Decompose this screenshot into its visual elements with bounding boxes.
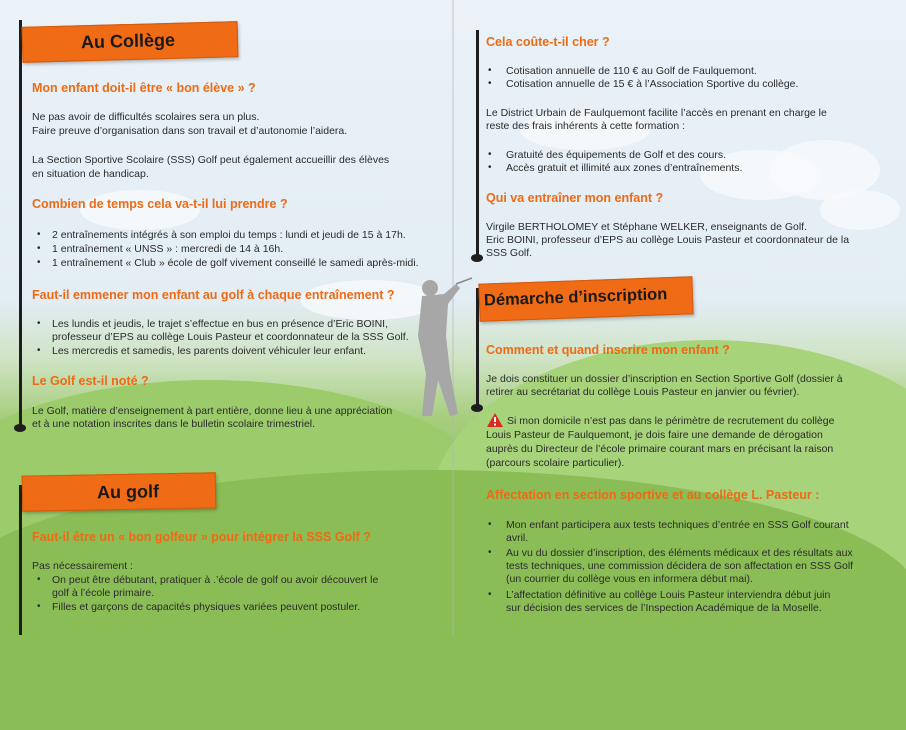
section-flag-inscription	[478, 276, 693, 321]
list-item: professeur d’EPS au collège Louis Pasteur et coordonnateur de la SSS Golf.	[52, 331, 409, 343]
list-item: (un courrier du collège vous en informera début mai).	[506, 573, 753, 585]
paragraph: retirer au secrétariat du collège Louis Pasteur en janvier ou février).	[486, 386, 800, 398]
list-item: Filles et garçons de capacités physiques variées peuvent postuler.	[52, 601, 361, 613]
list-item: Les lundis et jeudis, le trajet s’effectue en bus en présence d’Eric BOINI,	[52, 318, 388, 330]
list-item: 1 entraînement « UNSS » : mercredi de 14 à 16h.	[52, 243, 284, 255]
paragraph: La Section Sportive Scolaire (SSS) Golf peut également accueillir des élèves	[32, 154, 390, 166]
list-item: tests techniques, une commission décidera de son affectation en SSS Golf	[506, 560, 854, 572]
list-item: Cotisation annuelle de 15 € à l’Association Sportive du collège.	[506, 78, 799, 90]
bullet-icon: •	[488, 65, 492, 76]
question-heading: Combien de temps cela va-t-il lui prendre ?	[32, 197, 288, 211]
section-flag-college	[22, 21, 239, 63]
question-heading: Faut-il emmener mon enfant au golf à chaque entraînement ?	[32, 288, 395, 302]
bullet-icon: •	[37, 601, 41, 612]
flag-pole-base	[14, 424, 26, 432]
flag-pole-base	[471, 254, 483, 262]
question-heading: Affectation en section sportive et au collège L. Pasteur :	[486, 488, 820, 502]
bullet-icon: •	[488, 519, 492, 530]
warning-icon	[487, 413, 503, 427]
section-title: Au golf	[96, 481, 160, 503]
list-item: L’affectation définitive au collège Louis Pasteur interviendra début juin	[506, 589, 831, 601]
paragraph: Le Golf, matière d’enseignement à part entière, donne lieu à une appréciation	[32, 405, 393, 417]
list-item: Au vu du dossier d’inscription, des éléments médicaux et des résultats aux	[506, 547, 853, 559]
golfer-silhouette	[404, 276, 474, 426]
bullet-icon: •	[37, 318, 41, 329]
flag-pole	[476, 30, 479, 258]
paragraph: Virgile BERTHOLOMEY et Stéphane WELKER, enseignants de Golf.	[486, 221, 807, 233]
list-item: Gratuité des équipements de Golf et des cours.	[506, 149, 727, 161]
paragraph: reste des frais inhérents à cette formation :	[486, 120, 686, 132]
list-item: Accès gratuit et illimité aux zones d’entraînements.	[506, 162, 743, 174]
bullet-icon: •	[488, 149, 492, 160]
paragraph: Le District Urbain de Faulquemont facilite l’accès en prenant en charge le	[486, 107, 827, 119]
bullet-icon: •	[37, 345, 41, 356]
question-heading: Qui va entraîner mon enfant ?	[486, 191, 664, 205]
bullet-icon: •	[488, 547, 492, 558]
bullet-icon: •	[488, 589, 492, 600]
question-heading: Faut-il être un « bon golfeur » pour intégrer la SSS Golf ?	[32, 530, 371, 544]
paragraph: Je dois constituer un dossier d’inscription en Section Sportive Golf (dossier à	[486, 373, 843, 385]
paragraph: Pas nécessairement :	[32, 560, 133, 572]
paragraph: Ne pas avoir de difficultés scolaires sera un plus.	[32, 111, 260, 123]
bullet-icon: •	[488, 162, 492, 173]
paragraph: Si mon domicile n’est pas dans le périmètre de recrutement du collège	[507, 415, 835, 427]
paragraph: et à une notation inscrites dans le bulletin scolaire trimestriel.	[32, 418, 316, 430]
paragraph: (parcours scolaire particulier).	[486, 457, 625, 469]
question-heading: Comment et quand inscrire mon enfant ?	[486, 343, 730, 357]
list-item: Cotisation annuelle de 110 € au Golf de Faulquemont.	[506, 65, 757, 77]
question-heading: Cela coûte-t-il cher ?	[486, 35, 610, 49]
bullet-icon: •	[37, 574, 41, 585]
list-item: 2 entraînements intégrés à son emploi du temps : lundi et jeudi de 15 à 17h.	[52, 229, 406, 241]
flag-pole	[19, 20, 22, 428]
bullet-icon: •	[488, 78, 492, 89]
paragraph: Louis Pasteur de Faulquemont, je dois faire une demande de dérogation	[486, 429, 823, 441]
list-item: avril.	[506, 532, 529, 544]
paragraph: SSS Golf.	[486, 247, 533, 259]
section-title: Au Collège	[80, 29, 176, 53]
question-heading: Le Golf est-il noté ?	[32, 374, 149, 388]
list-item: Les mercredis et samedis, les parents doivent véhiculer leur enfant.	[52, 345, 366, 357]
bullet-icon: •	[37, 229, 41, 240]
question-heading: Mon enfant doit-il être « bon élève » ?	[32, 81, 256, 95]
list-item: Mon enfant participera aux tests techniques d’entrée en SSS Golf courant	[506, 519, 849, 531]
bullet-icon: •	[37, 243, 41, 254]
paragraph: Eric BOINI, professeur d’EPS au collège Louis Pasteur et coordonnateur de la	[486, 234, 850, 246]
list-item: sur décision des services de l’Inspection Académique de la Moselle.	[506, 602, 822, 614]
paragraph: en situation de handicap.	[32, 168, 149, 180]
paragraph: auprès du Directeur de l’école primaire courant mars en précisant la raison	[486, 443, 834, 455]
list-item: On peut être débutant, pratiquer à .’école de golf ou avoir découvert le	[52, 574, 379, 586]
paragraph: Faire preuve d’organisation dans son travail et d’autonomie l’aidera.	[32, 125, 348, 137]
section-title: Démarche d’inscription	[483, 285, 668, 310]
section-flag-golf	[22, 472, 217, 511]
list-item: golf à l’école primaire.	[52, 587, 155, 599]
cloud-decoration	[820, 190, 900, 230]
list-item: 1 entraînement « Club » école de golf vivement conseillé le samedi après-midi.	[52, 257, 419, 269]
bullet-icon: •	[37, 257, 41, 268]
